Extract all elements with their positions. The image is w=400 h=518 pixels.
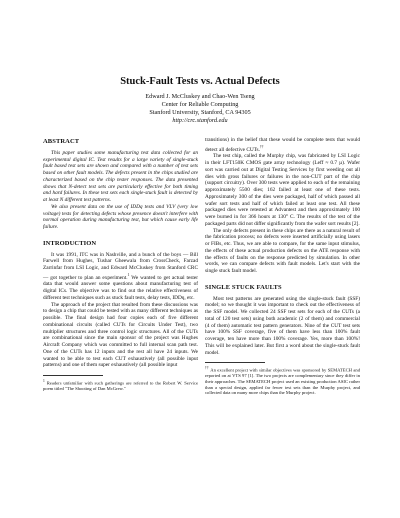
address: Stanford University, Stanford, CA 94305 [149,109,251,116]
footnote-right-mark: †† [205,366,210,371]
footnote-divider-right [205,362,265,363]
footnote-marker: 1 [127,272,130,277]
right-p0-mark: †† [259,144,264,149]
right-paragraph-1: The test chip, called the Murphy chip, was fabricated by LSI Logic in their LFT150K CMOS gate array technology (Leff ≈ 0.7 µ). Wafer sort was carried out at Digital Testing Services by first weeding out all dies with gross failures or failures in the non-CUT part of the chip (support circuitry). Over 300 tests were applied to each of the remaining approximately 5500 dies; 162 failed at least one of these tests. Approximately 300 of the dies were packaged, half of which passed all wafer sort tests and half of which failed at least one test. All these packaged dies were retested at Advantest and then approximately 100 were burned in for 366 hours at 130° C. The results of the test of the packaged parts did not differ significantly from the wafer sort results [2]. [205,153,360,227]
footnote-left-text: Readers unfamiliar with such gatherings are referred to the Robert W. Service poem titled "The Shooting of Dan McGrew." [43,380,198,392]
footnote-right-text: An excellent project with similar objectives was sponsored by SEMATECH and reported on at VTS 97 [1]. The two projects are complementary since they differ in their approaches. The SEMATECH project used an existing production ASIC rather than a special design, applied far fewer test sets than the Murphy project, and collected data on many more chips than the Murphy project. [205,367,361,396]
url-link[interactable]: http://crc.stanford.edu [172,117,228,124]
abstract-paragraph-2: We also present data on the use of IDDq tests and VLV (very low voltage) tests for detecting defects whose presence doesn't interfere with normal operation during manufacturing test, but which cause early life failure. [43,203,198,230]
abstract-paragraph-1: This paper studies some manufacturing test data collected for an experimental digital IC. Test results for a large variety of single-stuck fault based test sets are shown and compared with a number of test sets based on other fault models. The defects present in the chips studied are characterized based on the chip tester responses. The data presented shows that N-detect test sets are particularly effective for both timing and hard failures. In these test sets each single-stuck fault is detected by at least N different test patterns. [43,149,198,203]
footnote-divider [43,375,103,376]
section-heading-ssf: SINGLE STUCK FAULTS [205,283,282,291]
right-column [205,137,360,396]
introduction-heading: INTRODUCTION [43,239,97,247]
paper-title: Stuck-Fault Tests vs. Actual Defects [120,76,280,87]
right-paragraph-0 [205,137,360,153]
intro-p1-tail: We wanted to get actual tester data that would answer some questions about manufacturing test of digital ICs. The objective was to find out the relative effectiveness of different test techniques such as stuck fault tests, delay tests, IDDq, etc. [43,274,198,301]
abstract-heading: ABSTRACT [43,138,80,145]
right-paragraph-2: The only defects present in these chips are there as a natural result of the fabrication process; no defects were inserted artificially using lasers or FIBs, etc. Thus, we are able to compare, for the same input stimulus, the effects of these actual production defects on the ATE response with the effects of faults on the response predicted by simulation. In other words, we can compare defects with fault models. Let's start with the single stuck fault model. [205,227,360,275]
right-p0-text: transitions) in the belief that these would be complete tests that would detect all defective CUTs. [205,137,360,153]
footnote-right [205,366,360,396]
intro-paragraph-2: The approach of the project that resulted from these discussions was to design a chip that could be tested with as many different techniques as possible. The final design had four copies each of five different combinational circuits (called CUTs for Circuits Under Test), two multiplier structures and three control logic structures. All of the CUTs are combinational since the main sponsor of the project was Hughes Aircraft Company which was committed to full internal scan path test. One of the CUTs has 12 inputs and the rest all have 24 inputs. We wanted to be able to test each CUT exhaustively (all possible input patterns) and one of them super exhaustively (all possible input [43,301,198,369]
footnote-left-mark: 1 [43,379,45,384]
affiliation: Center for Reliable Computing [161,101,239,108]
footnote-left [43,379,198,392]
intro-p1-text: It was 1991, ITC was in Nashville, and a bunch of the boys — Bill Farwell from Hughes, Tushar Gheewala from CrossCheck, Farzad Zarrinfar from LSI Logic, and Edward McCluskey from Stanford CRC — got together to plan an experiment. [43,251,198,281]
intro-paragraph-1 [43,252,198,302]
authors: Edward J. McCluskey and Chao-Wen Tseng [145,93,255,100]
left-column [43,139,198,392]
right-paragraph-3: Most test patterns are generated using the single-stuck fault (SSF) model; so we thought it was important to check out the effectiveness of the SSF model. We collected 24 SSF test sets for each of the CUTs (a total of 120 test sets) using both academic (2 of them) and commercial (4 of them) automatic test pattern generators. Nine of the CUT test sets have 100% SSF coverage, five of them have less than 100% fault coverage, ten have more than 100% coverage. Yes, more than 100%! This will be explained later. But first a word about the single-stuck fault model. [205,295,360,356]
